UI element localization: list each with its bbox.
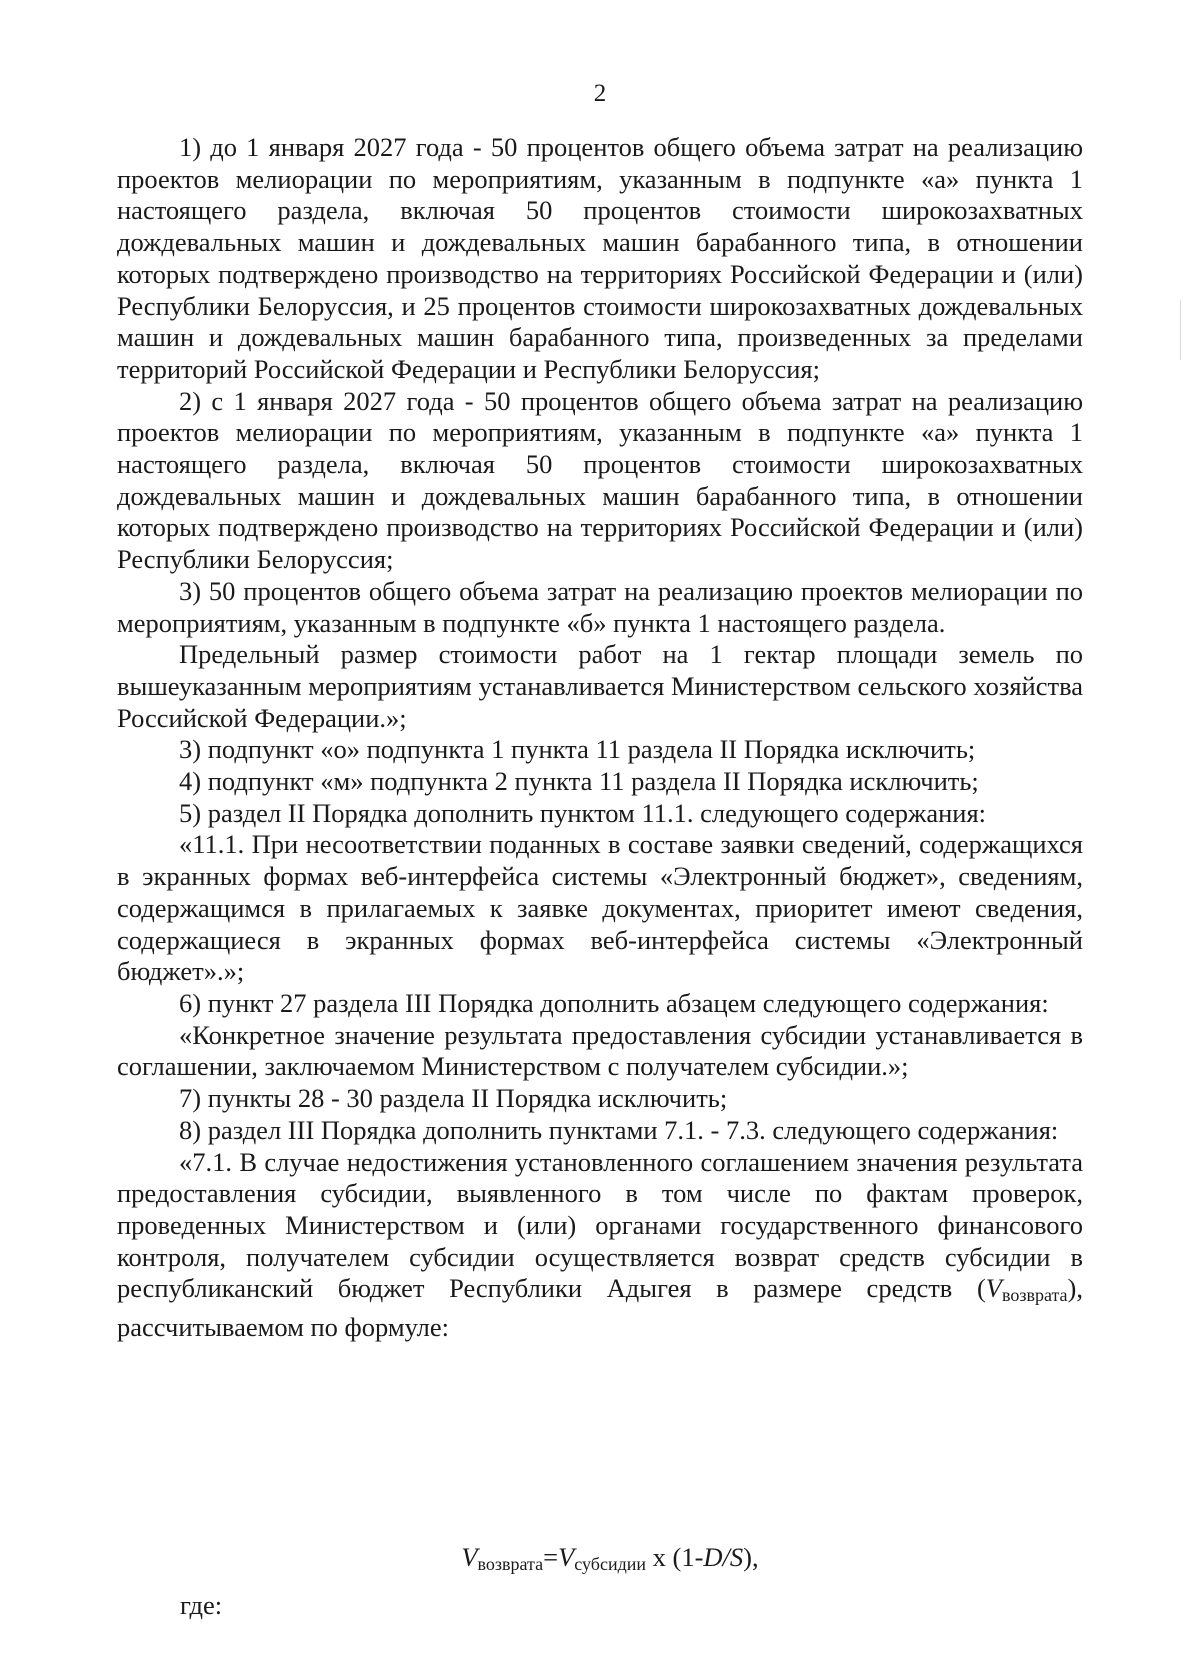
document-body <box>117 132 1083 1344</box>
formula-subscript: возврата <box>1001 1285 1068 1306</box>
where-label: где: <box>180 1590 223 1620</box>
formula-variable: V <box>461 1542 478 1572</box>
paragraph: 8) раздел III Порядка дополнить пунктами 7.1. - 7.3. следующего содержания: <box>179 1114 1059 1145</box>
formula-variable: V <box>558 1542 575 1572</box>
formula <box>0 1542 1200 1575</box>
formula-operator: / <box>722 1542 730 1572</box>
paragraph: 7) пункты 28 - 30 раздела II Порядка исключить; <box>179 1083 728 1114</box>
paragraph-text-tail: ), рассчитываемом по формуле: <box>117 1273 1083 1343</box>
paragraph: «11.1. При несоответствии поданных в составе заявки сведений, содержащихся в экранных формах веб-интерфейса системы «Электронный бюджет», сведениям, содержащимся в прилагаемых к заявке документах, приоритет имеют сведения, содержащиеся в экранных формах веб-интерфейса системы «Электронный бюджет».»; <box>117 829 1083 987</box>
paragraph: 2) с 1 января 2027 года - 50 процентов общего объема затрат на реализацию проектов мелиорации по мероприятиям, указанным в подпункте «а» пункта 1 настоящего раздела, включая 50 процентов стоимости широкозахватных дождевальных машин и дождевальных машин барабанного типа, в отношении которых подтверждено производство на территориях Российской Федерации и (или) Республики Белоруссия; <box>117 385 1083 575</box>
formula-variable: D <box>703 1542 723 1572</box>
formula-subscript: субсидии <box>574 1554 646 1574</box>
paragraph: 4) подпункт «м» подпункта 2 пункта 11 раздела II Порядка исключить; <box>179 766 979 797</box>
formula-variable: S <box>729 1542 744 1572</box>
paragraph: Предельный размер стоимости работ на 1 гектар площади земель по вышеуказанным мероприятиям устанавливается Министерством сельского хозяйства Российской Федерации.»; <box>117 639 1083 733</box>
scan-artifact-line <box>1180 300 1181 360</box>
paragraph-text: «7.1. В случае недостижения установленного соглашением значения результата предоставления субсидии, выявленного в том числе по фактам проверок, проведенных Министерством и (или) органами государственного финансового контроля, получателем субсидии осуществляется возврат средств субсидии в республиканский бюджет Республики Адыгея в размере средств ( <box>117 1146 1083 1304</box>
paragraph: 3) подпункт «о» подпункта 1 пункта 11 раздела II Порядка исключить; <box>179 734 976 765</box>
paragraph: «Конкретное значение результата предоставления субсидии устанавливается в соглашении, заключаемом Министерством с получателем субсидии.»; <box>117 1019 1083 1082</box>
paragraph: 1) до 1 января 2027 года - 50 процентов общего объема затрат на реализацию проектов мелиорации по мероприятиям, указанным в подпункте «а» пункта 1 настоящего раздела, включая 50 процентов стоимости широкозахватных дождевальных машин и дождевальных машин барабанного типа, в отношении которых подтверждено производство на территориях Российской Федерации и (или) Республики Белоруссия, и 25 процентов стоимости широкозахватных дождевальных машин и дождевальных машин барабанного типа, произведенных за пределами территорий Российской Федерации и Республики Белоруссия; <box>117 132 1083 384</box>
page-number: 2 <box>593 80 607 107</box>
formula-operator: ), <box>743 1542 759 1572</box>
paragraph: 6) пункт 27 раздела III Порядка дополнить абзацем следующего содержания: <box>179 987 1049 1018</box>
formula-subscript: возврата <box>477 1554 544 1574</box>
formula-operator: x (1- <box>646 1542 704 1572</box>
formula-variable: V <box>985 1273 1002 1304</box>
paragraph-formula-intro <box>117 1147 1083 1344</box>
paragraph: 5) раздел II Порядка дополнить пунктом 11.1. следующего содержания: <box>179 797 986 828</box>
formula-equals: = <box>543 1542 559 1572</box>
paragraph: 3) 50 процентов общего объема затрат на реализацию проектов мелиорации по мероприятиям, указанным в подпункте «б» пункта 1 настоящего раздела. <box>117 575 1083 638</box>
